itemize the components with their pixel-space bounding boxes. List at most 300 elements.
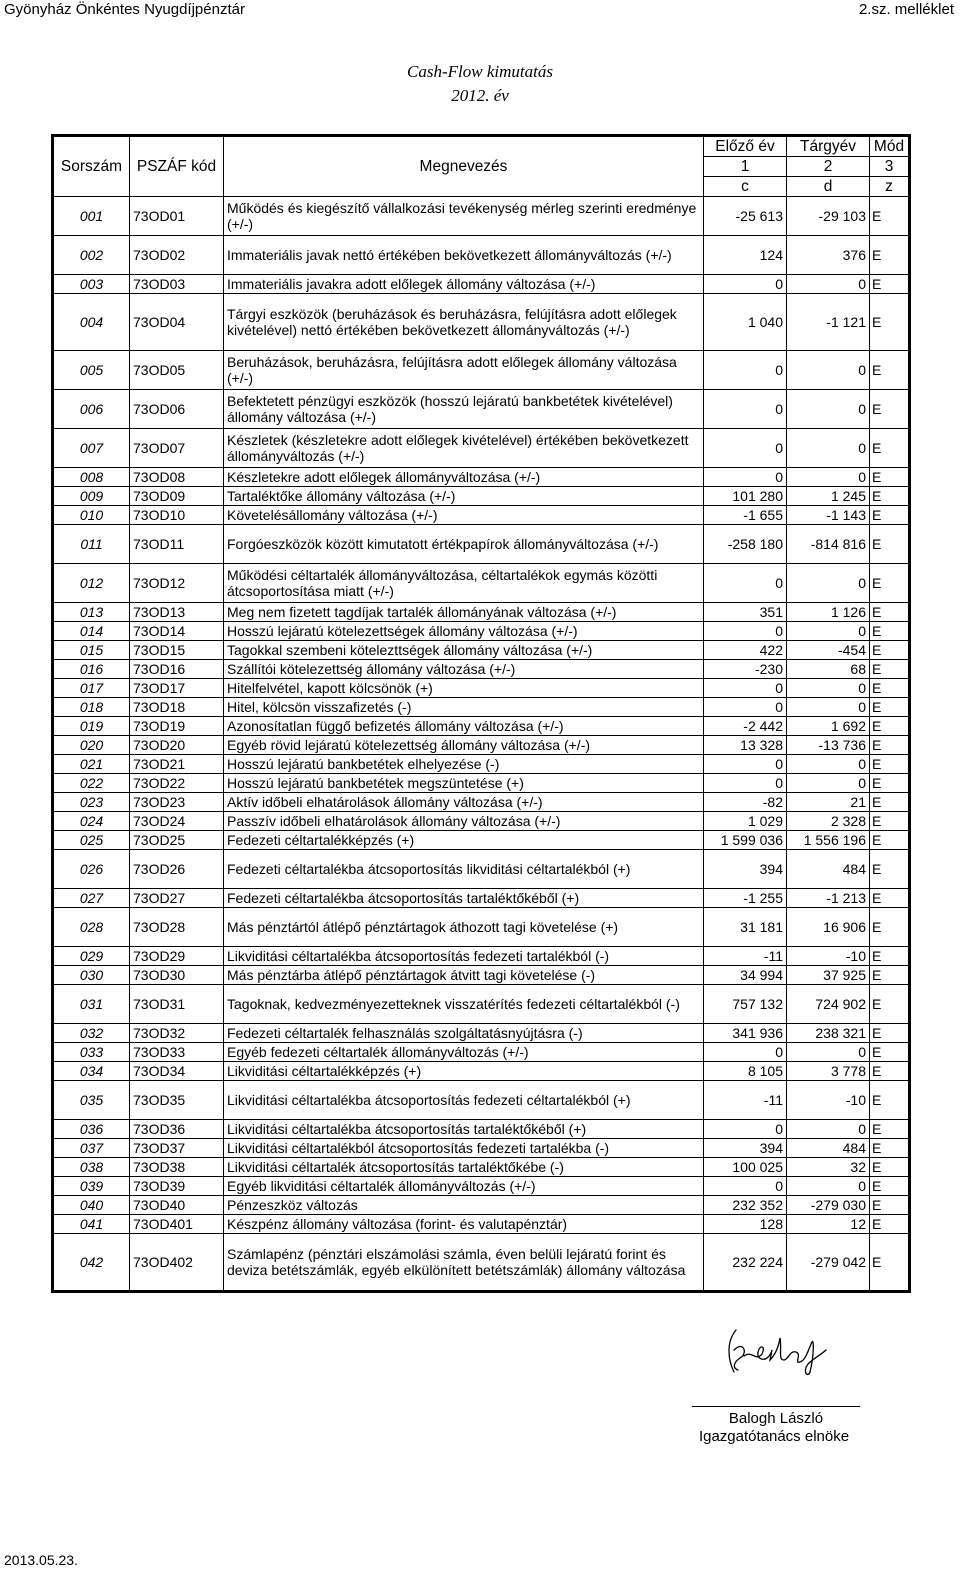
current-year-value: -1 213 — [787, 889, 870, 908]
table-row — [53, 487, 910, 506]
table-row — [53, 831, 910, 850]
table-row — [53, 641, 910, 660]
pszaf-code: 73OD23 — [130, 793, 224, 812]
mode-flag: E — [870, 793, 910, 812]
item-name: Fedezeti céltartalékba átcsoportosítás likviditási céltartalékból (+) — [224, 850, 704, 889]
mode-flag: E — [870, 774, 910, 793]
previous-year-value: 34 994 — [704, 966, 787, 985]
row-number: 010 — [53, 506, 130, 525]
signature-line — [692, 1406, 860, 1407]
previous-year-value: -1 255 — [704, 889, 787, 908]
pszaf-code: 73OD29 — [130, 947, 224, 966]
row-number: 026 — [53, 850, 130, 889]
mode-flag: E — [870, 487, 910, 506]
row-number: 032 — [53, 1024, 130, 1043]
pszaf-code: 73OD07 — [130, 429, 224, 468]
current-year-value: 724 902 — [787, 985, 870, 1024]
current-year-value: 3 778 — [787, 1062, 870, 1081]
pszaf-code: 73OD01 — [130, 197, 224, 236]
mode-flag: E — [870, 717, 910, 736]
mode-flag: E — [870, 506, 910, 525]
previous-year-value: -230 — [704, 660, 787, 679]
item-name: Likviditási céltartalékba átcsoportosítás tartaléktőkéből (+) — [224, 1120, 704, 1139]
table-row — [53, 1215, 910, 1234]
current-year-value: 21 — [787, 793, 870, 812]
item-name: Hosszú lejáratú bankbetétek elhelyezése (-) — [224, 755, 704, 774]
pszaf-code: 73OD02 — [130, 236, 224, 275]
mode-flag: E — [870, 985, 910, 1024]
pszaf-code: 73OD35 — [130, 1081, 224, 1120]
row-number: 022 — [53, 774, 130, 793]
item-name: Tagoknak, kedvezményezetteknek visszatérítés fedezeti céltartalékból (-) — [224, 985, 704, 1024]
table-row — [53, 622, 910, 641]
previous-year-value: 0 — [704, 1043, 787, 1062]
current-year-value: 0 — [787, 698, 870, 717]
item-name: Forgóeszközök között kimutatott értékpapírok állományváltozása (+/-) — [224, 525, 704, 564]
row-number: 023 — [53, 793, 130, 812]
previous-year-value: -25 613 — [704, 197, 787, 236]
row-number: 012 — [53, 564, 130, 603]
cash-flow-table — [51, 134, 911, 1293]
pszaf-code: 73OD402 — [130, 1234, 224, 1292]
current-year-value: 0 — [787, 468, 870, 487]
current-year-value: -279 042 — [787, 1234, 870, 1292]
pszaf-code: 73OD15 — [130, 641, 224, 660]
pszaf-code: 73OD38 — [130, 1158, 224, 1177]
item-name: Tárgyi eszközök (beruházások és beruházásra, felújításra adott előlegek kivételével) nettó értékében bekövetkezett állományváltozás (+/-) — [224, 294, 704, 351]
row-number: 021 — [53, 755, 130, 774]
item-name: Pénzeszköz változás — [224, 1196, 704, 1215]
table-row — [53, 468, 910, 487]
pszaf-code: 73OD14 — [130, 622, 224, 641]
previous-year-value: 0 — [704, 698, 787, 717]
row-number: 035 — [53, 1081, 130, 1120]
previous-year-value: -1 655 — [704, 506, 787, 525]
mode-flag: E — [870, 698, 910, 717]
table-row — [53, 985, 910, 1024]
current-year-value: -1 121 — [787, 294, 870, 351]
row-number: 004 — [53, 294, 130, 351]
item-name: Hitel, kölcsön visszafizetés (-) — [224, 698, 704, 717]
item-name: Beruházások, beruházásra, felújításra adott előlegek állomány változása (+/-) — [224, 351, 704, 390]
item-name: Egyéb rövid lejáratú kötelezettség állomány változása (+/-) — [224, 736, 704, 755]
item-name: Immateriális javak nettó értékében bekövetkezett állományváltozás (+/-) — [224, 236, 704, 275]
previous-year-value: 1 040 — [704, 294, 787, 351]
table-row — [53, 1139, 910, 1158]
table-row — [53, 1196, 910, 1215]
current-year-value: -10 — [787, 1081, 870, 1120]
item-name: Hosszú lejáratú bankbetétek megszüntetése (+) — [224, 774, 704, 793]
pszaf-code: 73OD18 — [130, 698, 224, 717]
current-year-value: 32 — [787, 1158, 870, 1177]
col-number-2: 2 — [787, 157, 870, 177]
item-name: Készpénz állomány változása (forint- és valutapénztár) — [224, 1215, 704, 1234]
mode-flag: E — [870, 1196, 910, 1215]
pszaf-code: 73OD401 — [130, 1215, 224, 1234]
row-number: 019 — [53, 717, 130, 736]
handwritten-signature — [722, 1320, 832, 1380]
item-name: Fedezeti céltartalékképzés (+) — [224, 831, 704, 850]
current-year-value: 376 — [787, 236, 870, 275]
row-number: 008 — [53, 468, 130, 487]
current-year-value: 12 — [787, 1215, 870, 1234]
current-year-value: 0 — [787, 755, 870, 774]
table-row — [53, 660, 910, 679]
previous-year-value: 0 — [704, 468, 787, 487]
document-title — [0, 60, 960, 108]
table-row — [53, 564, 910, 603]
mode-flag: E — [870, 1024, 910, 1043]
previous-year-value: 232 224 — [704, 1234, 787, 1292]
mode-flag: E — [870, 660, 910, 679]
col-header-pszaf: PSZÁF kód — [130, 136, 224, 197]
previous-year-value: 0 — [704, 1177, 787, 1196]
pszaf-code: 73OD27 — [130, 889, 224, 908]
pszaf-code: 73OD05 — [130, 351, 224, 390]
pszaf-code: 73OD16 — [130, 660, 224, 679]
pszaf-code: 73OD22 — [130, 774, 224, 793]
mode-flag: E — [870, 564, 910, 603]
pszaf-code: 73OD06 — [130, 390, 224, 429]
current-year-value: 0 — [787, 679, 870, 698]
current-year-value: 0 — [787, 622, 870, 641]
pszaf-code: 73OD11 — [130, 525, 224, 564]
mode-flag: E — [870, 390, 910, 429]
mode-flag: E — [870, 947, 910, 966]
title-line-2: 2012. év — [451, 86, 509, 105]
table-row — [53, 1024, 910, 1043]
previous-year-value: -11 — [704, 947, 787, 966]
table-row — [53, 1062, 910, 1081]
table-row — [53, 294, 910, 351]
current-year-value: 2 328 — [787, 812, 870, 831]
table-row — [53, 717, 910, 736]
table-row — [53, 908, 910, 947]
current-year-value: 0 — [787, 774, 870, 793]
row-number: 037 — [53, 1139, 130, 1158]
row-number: 027 — [53, 889, 130, 908]
pszaf-code: 73OD03 — [130, 275, 224, 294]
mode-flag: E — [870, 736, 910, 755]
col-header-mod: Mód — [870, 136, 910, 157]
current-year-value: 0 — [787, 564, 870, 603]
row-number: 033 — [53, 1043, 130, 1062]
previous-year-value: 394 — [704, 1139, 787, 1158]
pszaf-code: 73OD24 — [130, 812, 224, 831]
item-name: Likviditási céltartalékból átcsoportosítás fedezeti tartalékba (-) — [224, 1139, 704, 1158]
row-number: 029 — [53, 947, 130, 966]
col-letter-z: z — [870, 177, 910, 197]
row-number: 034 — [53, 1062, 130, 1081]
current-year-value: 1 245 — [787, 487, 870, 506]
item-name: Hitelfelvétel, kapott kölcsönök (+) — [224, 679, 704, 698]
row-number: 024 — [53, 812, 130, 831]
pszaf-code: 73OD25 — [130, 831, 224, 850]
mode-flag: E — [870, 679, 910, 698]
previous-year-value: 0 — [704, 275, 787, 294]
pszaf-code: 73OD37 — [130, 1139, 224, 1158]
table-row — [53, 1081, 910, 1120]
previous-year-value: 1 029 — [704, 812, 787, 831]
mode-flag: E — [870, 197, 910, 236]
previous-year-value: 31 181 — [704, 908, 787, 947]
table-row — [53, 850, 910, 889]
row-number: 030 — [53, 966, 130, 985]
previous-year-value: 101 280 — [704, 487, 787, 506]
signatory-role: Igazgatótanács elnöke — [698, 1428, 850, 1445]
table-row — [53, 736, 910, 755]
current-year-value: -814 816 — [787, 525, 870, 564]
current-year-value: 37 925 — [787, 966, 870, 985]
previous-year-value: -11 — [704, 1081, 787, 1120]
signature-block — [692, 1320, 860, 1445]
row-number: 006 — [53, 390, 130, 429]
current-year-value: -454 — [787, 641, 870, 660]
row-number: 017 — [53, 679, 130, 698]
mode-flag: E — [870, 1043, 910, 1062]
col-letter-d: d — [787, 177, 870, 197]
mode-flag: E — [870, 622, 910, 641]
current-year-value: 484 — [787, 850, 870, 889]
item-name: Likviditási céltartalékképzés (+) — [224, 1062, 704, 1081]
mode-flag: E — [870, 236, 910, 275]
item-name: Likviditási céltartalékba átcsoportosítás fedezeti céltartalékból (+) — [224, 1081, 704, 1120]
mode-flag: E — [870, 831, 910, 850]
table-row — [53, 755, 910, 774]
mode-flag: E — [870, 1158, 910, 1177]
pszaf-code: 73OD31 — [130, 985, 224, 1024]
table-row — [53, 966, 910, 985]
pszaf-code: 73OD10 — [130, 506, 224, 525]
pszaf-code: 73OD40 — [130, 1196, 224, 1215]
mode-flag: E — [870, 429, 910, 468]
signatory-name: Balogh László — [728, 1410, 824, 1427]
pszaf-code: 73OD17 — [130, 679, 224, 698]
row-number: 009 — [53, 487, 130, 506]
pszaf-code: 73OD12 — [130, 564, 224, 603]
row-number: 003 — [53, 275, 130, 294]
previous-year-value: 232 352 — [704, 1196, 787, 1215]
previous-year-value: 341 936 — [704, 1024, 787, 1043]
row-number: 020 — [53, 736, 130, 755]
previous-year-value: -82 — [704, 793, 787, 812]
pszaf-code: 73OD13 — [130, 603, 224, 622]
previous-year-value: -258 180 — [704, 525, 787, 564]
item-name: Számlapénz (pénztári elszámolási számla, éven belüli lejáratú forint és deviza betétszámlák, egyéb elkülönített betétszámlák) állomány változása — [224, 1234, 704, 1292]
current-year-value: -279 030 — [787, 1196, 870, 1215]
item-name: Fedezeti céltartalékba átcsoportosítás tartaléktőkéből (+) — [224, 889, 704, 908]
item-name: Fedezeti céltartalék felhasználás szolgáltatásnyújtásra (-) — [224, 1024, 704, 1043]
item-name: Követelésállomány változása (+/-) — [224, 506, 704, 525]
current-year-value: 0 — [787, 1120, 870, 1139]
previous-year-value: 0 — [704, 351, 787, 390]
pszaf-code: 73OD33 — [130, 1043, 224, 1062]
table-row — [53, 603, 910, 622]
pszaf-code: 73OD28 — [130, 908, 224, 947]
row-number: 039 — [53, 1177, 130, 1196]
mode-flag: E — [870, 812, 910, 831]
row-number: 011 — [53, 525, 130, 564]
current-year-value: -10 — [787, 947, 870, 966]
item-name: Likviditási céltartalék átcsoportosítás tartaléktőkébe (-) — [224, 1158, 704, 1177]
pszaf-code: 73OD32 — [130, 1024, 224, 1043]
title-line-1: Cash-Flow kimutatás — [407, 62, 553, 81]
row-number: 014 — [53, 622, 130, 641]
mode-flag: E — [870, 908, 910, 947]
previous-year-value: 13 328 — [704, 736, 787, 755]
pszaf-code: 73OD20 — [130, 736, 224, 755]
table-row — [53, 889, 910, 908]
previous-year-value: 422 — [704, 641, 787, 660]
mode-flag: E — [870, 1234, 910, 1292]
previous-year-value: 0 — [704, 1120, 787, 1139]
current-year-value: 0 — [787, 390, 870, 429]
mode-flag: E — [870, 275, 910, 294]
col-header-targyev: Tárgyév — [787, 136, 870, 157]
item-name: Tagokkal szembeni kötelezttségek állomány változása (+/-) — [224, 641, 704, 660]
row-number: 042 — [53, 1234, 130, 1292]
previous-year-value: 0 — [704, 390, 787, 429]
current-year-value: -1 143 — [787, 506, 870, 525]
item-name: Készletek (készletekre adott előlegek kivételével) értékében bekövetkezett állományváltozás (+/-) — [224, 429, 704, 468]
previous-year-value: 0 — [704, 774, 787, 793]
item-name: Aktív időbeli elhatárolások állomány változása (+/-) — [224, 793, 704, 812]
table-row — [53, 506, 910, 525]
previous-year-value: 394 — [704, 850, 787, 889]
current-year-value: -29 103 — [787, 197, 870, 236]
previous-year-value: 128 — [704, 1215, 787, 1234]
item-name: Azonosítatlan függő befizetés állomány változása (+/-) — [224, 717, 704, 736]
col-number-1: 1 — [704, 157, 787, 177]
previous-year-value: 0 — [704, 679, 787, 698]
table-row — [53, 275, 910, 294]
previous-year-value: 124 — [704, 236, 787, 275]
pszaf-code: 73OD19 — [130, 717, 224, 736]
item-name: Meg nem fizetett tagdíjak tartalék állományának változása (+/-) — [224, 603, 704, 622]
table-row — [53, 390, 910, 429]
row-number: 031 — [53, 985, 130, 1024]
pszaf-code: 73OD39 — [130, 1177, 224, 1196]
mode-flag: E — [870, 1081, 910, 1120]
pszaf-code: 73OD36 — [130, 1120, 224, 1139]
pszaf-code: 73OD30 — [130, 966, 224, 985]
current-year-value: 16 906 — [787, 908, 870, 947]
table-row — [53, 812, 910, 831]
table-row — [53, 525, 910, 564]
current-year-value: 0 — [787, 429, 870, 468]
table-row — [53, 197, 910, 236]
attachment-label: 2.sz. melléklet — [858, 1, 954, 18]
row-number: 038 — [53, 1158, 130, 1177]
mode-flag: E — [870, 1177, 910, 1196]
current-year-value: 1 692 — [787, 717, 870, 736]
row-number: 013 — [53, 603, 130, 622]
current-year-value: 0 — [787, 351, 870, 390]
mode-flag: E — [870, 351, 910, 390]
col-header-sorszam: Sorszám — [53, 136, 130, 197]
pszaf-code: 73OD34 — [130, 1062, 224, 1081]
table-row — [53, 351, 910, 390]
mode-flag: E — [870, 755, 910, 774]
previous-year-value: 1 599 036 — [704, 831, 787, 850]
current-year-value: 0 — [787, 1177, 870, 1196]
previous-year-value: 757 132 — [704, 985, 787, 1024]
table-row — [53, 679, 910, 698]
item-name: Működés és kiegészítő vállalkozási tevékenység mérleg szerinti eredménye (+/-) — [224, 197, 704, 236]
fund-name: Gyönyház Önkéntes Nyugdíjpénztár — [4, 1, 245, 18]
table-row — [53, 947, 910, 966]
pszaf-code: 73OD26 — [130, 850, 224, 889]
previous-year-value: 351 — [704, 603, 787, 622]
mode-flag: E — [870, 525, 910, 564]
item-name: Passzív időbeli elhatárolások állomány változása (+/-) — [224, 812, 704, 831]
mode-flag: E — [870, 603, 910, 622]
table-row — [53, 236, 910, 275]
col-header-elozo-ev: Előző év — [704, 136, 787, 157]
col-letter-c: c — [704, 177, 787, 197]
item-name: Működési céltartalék állományváltozása, céltartalékok egymás közötti átcsoportosítása miatt (+/-) — [224, 564, 704, 603]
item-name: Hosszú lejáratú kötelezettségek állomány változása (+/-) — [224, 622, 704, 641]
mode-flag: E — [870, 641, 910, 660]
item-name: Más pénztárba átlépő pénztártagok átvitt tagi követelése (-) — [224, 966, 704, 985]
item-name: Egyéb likviditási céltartalék állományváltozás (+/-) — [224, 1177, 704, 1196]
table-row — [53, 1043, 910, 1062]
item-name: Szállítói kötelezettség állomány változása (+/-) — [224, 660, 704, 679]
row-number: 040 — [53, 1196, 130, 1215]
item-name: Immateriális javakra adott előlegek állomány változása (+/-) — [224, 275, 704, 294]
row-number: 041 — [53, 1215, 130, 1234]
previous-year-value: 0 — [704, 429, 787, 468]
current-year-value: 238 321 — [787, 1024, 870, 1043]
previous-year-value: 8 105 — [704, 1062, 787, 1081]
current-year-value: 68 — [787, 660, 870, 679]
current-year-value: 1 126 — [787, 603, 870, 622]
mode-flag: E — [870, 850, 910, 889]
item-name: Befektetett pénzügyi eszközök (hosszú lejáratú bankbetétek kivételével) állomány változása (+/-) — [224, 390, 704, 429]
row-number: 002 — [53, 236, 130, 275]
pszaf-code: 73OD08 — [130, 468, 224, 487]
row-number: 007 — [53, 429, 130, 468]
current-year-value: 0 — [787, 1043, 870, 1062]
current-year-value: 0 — [787, 275, 870, 294]
mode-flag: E — [870, 889, 910, 908]
row-number: 015 — [53, 641, 130, 660]
col-header-megnevezes: Megnevezés — [224, 136, 704, 197]
previous-year-value: 100 025 — [704, 1158, 787, 1177]
item-name: Tartaléktőke állomány változása (+/-) — [224, 487, 704, 506]
item-name: Készletekre adott előlegek állományváltozása (+/-) — [224, 468, 704, 487]
table-row — [53, 793, 910, 812]
previous-year-value: 0 — [704, 564, 787, 603]
pszaf-code: 73OD04 — [130, 294, 224, 351]
previous-year-value: 0 — [704, 622, 787, 641]
mode-flag: E — [870, 966, 910, 985]
footer-date: 2013.05.23. — [4, 1552, 78, 1568]
pszaf-code: 73OD09 — [130, 487, 224, 506]
table-row — [53, 1120, 910, 1139]
mode-flag: E — [870, 1120, 910, 1139]
mode-flag: E — [870, 1215, 910, 1234]
mode-flag: E — [870, 468, 910, 487]
mode-flag: E — [870, 1139, 910, 1158]
row-number: 025 — [53, 831, 130, 850]
row-number: 036 — [53, 1120, 130, 1139]
row-number: 005 — [53, 351, 130, 390]
row-number: 001 — [53, 197, 130, 236]
item-name: Más pénztártól átlépő pénztártagok áthozott tagi követelése (+) — [224, 908, 704, 947]
row-number: 016 — [53, 660, 130, 679]
table-row — [53, 1158, 910, 1177]
